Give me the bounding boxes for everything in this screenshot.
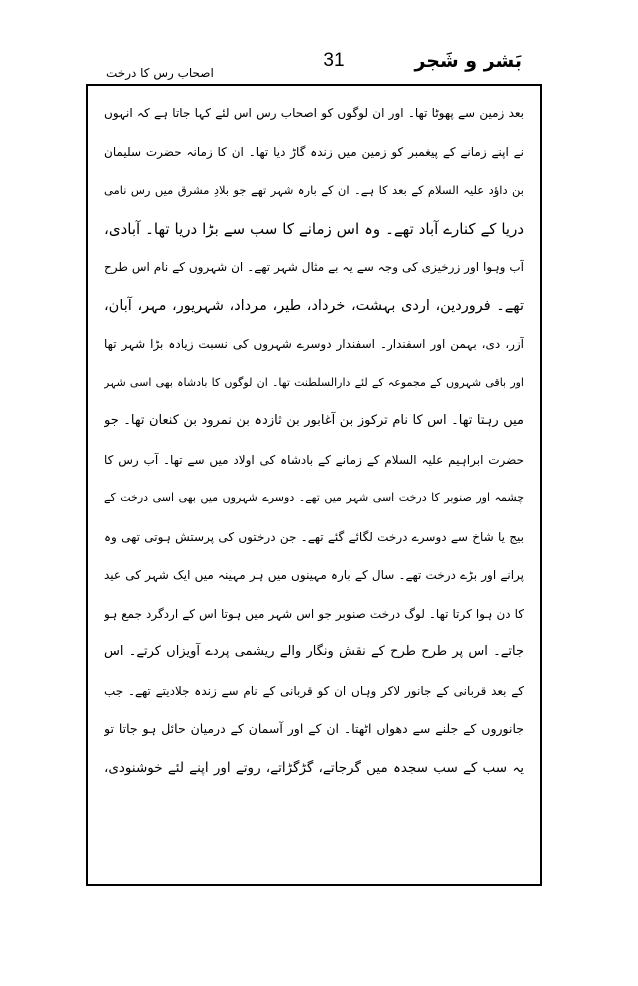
body-line: یہ سب کے سب سجدہ میں گرجاتے، گڑگڑاتے، روتے اور اپنے لئے خوشنودی،: [104, 759, 524, 776]
body-line: جانوروں کے جلنے سے دھواں اٹھتا۔ ان کے اور آسمان کے درمیان حائل ہو جاتا تو: [104, 721, 524, 736]
body-line: چشمہ اور صنوبر کا درخت اسی شہر میں تھے۔ دوسرے شہروں میں بھی اسی درخت کے: [104, 491, 524, 504]
body-line: کا دن ہوا کرتا تھا۔ لوگ درخت صنوبر جو اس شہر میں ہوتا اس کے اردگرد جمع ہو: [104, 606, 524, 621]
body-line: دریا کے کنارے آباد تھے۔ وہ اس زمانے کا سب سے بڑا دریا تھا۔ آبادی،: [104, 219, 524, 238]
body-line: نے اپنے زمانے کے پیغمبر کو زمین میں زندہ گاڑ دیا تھا۔ ان کا زمانہ حضرت سلیمان: [104, 144, 524, 159]
body-line: بن داؤد علیہ السلام کے بعد کا ہے۔ ان کے بارہ شہر تھے جو بلادِ مشرق میں رس نامی: [104, 183, 524, 197]
body-line: حضرت ابراہیم علیہ السلام کے زمانے کے بادشاہ کی اولاد میں سے تھا۔ آب رس کا: [104, 452, 524, 467]
body-line: اور باقی شہروں کے مجموعہ کے لئے دارالسلطنت تھا۔ ان لوگوں کا بادشاہ بھی اسی شہر: [104, 375, 524, 389]
body-line: میں رہتا تھا۔ اس کا نام ترکوز بن آغابور بن ثازدہ بن نمرود بن کنعان تھا۔ جو: [104, 413, 524, 428]
page-number: 31: [323, 50, 345, 71]
body-line: آب وہوا اور زرخیزی کی وجہ سے یہ بے مثال شہر تھے۔ ان شہروں کے نام اس طرح: [104, 260, 524, 274]
body-line: جاتے۔ اس پر طرح طرح کے نقش ونگار والے ریشمی پردے آویزاں کرتے۔ اس: [104, 644, 524, 659]
body-text: [104, 94, 524, 787]
chapter-title: اصحاب رس کا درخت: [106, 66, 214, 80]
body-line: پرانے اور بڑے درخت تھے۔ سال کے بارہ مہینوں میں ہر مہینہ میں ایک شہر کی عید: [104, 568, 524, 582]
body-line: آزر، دی، بہمن اور اسفندار۔ اسفندار دوسرے شہروں کی نسبت زیادہ بڑا شہر تھا: [104, 337, 524, 351]
body-line: تھے۔ فروردین، اردی بہشت، خرداد، طیر، مرداد، شہریور، مہر، آبان،: [104, 297, 524, 314]
body-line: کے بعد قربانی کے جانور لاکر وہاں ان کو قربانی کے نام سے زندہ جلادیتے تھے۔ جب: [104, 683, 524, 698]
book-title: بَشر و شَجر: [414, 50, 522, 72]
body-line: بیج یا شاخ سے دوسرے درخت لگائے گئے تھے۔ جن درختوں کی پرستش ہوتی تھی وہ: [104, 529, 524, 544]
body-line: بعد زمین سے پھوٹا تھا۔ اور ان لوگوں کو اصحاب رس اس لئے کہا جاتا ہے کہ انہوں: [104, 106, 524, 120]
